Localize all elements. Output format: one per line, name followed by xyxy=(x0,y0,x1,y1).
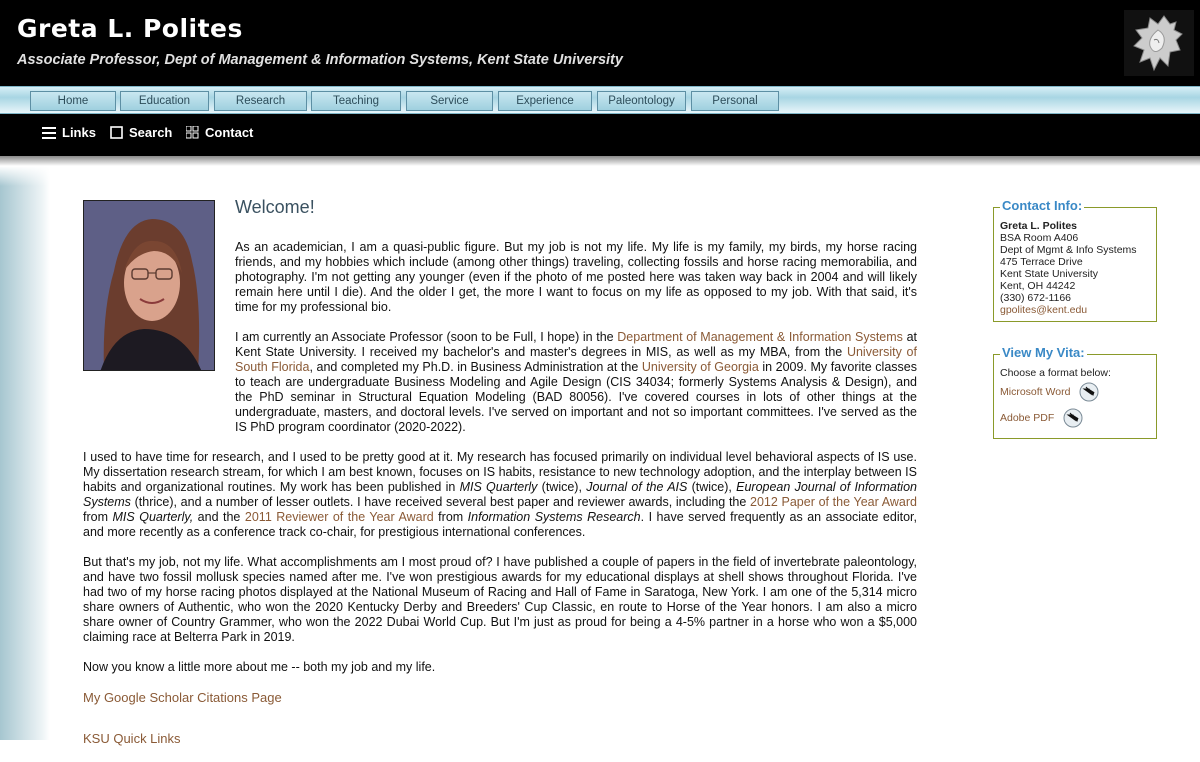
journal-title: MIS Quarterly xyxy=(459,480,538,494)
contact-info-box xyxy=(993,198,1157,322)
main-nav xyxy=(0,86,1200,114)
search-box-icon xyxy=(110,126,123,139)
text: and the xyxy=(193,510,245,524)
nav-teaching[interactable]: Teaching xyxy=(311,91,401,111)
contact-label: Contact xyxy=(205,125,254,140)
seashell-logo-icon xyxy=(1124,10,1194,76)
contact-city: Kent, OH 44242 xyxy=(1000,280,1076,292)
text: in 2009. My favorite classes to teach are undergraduate Business Modeling and Agile Design (CIS 34034; formerly Systems Analysis & Design), and the PhD seminar in Structural Equation Modeling (BAD 80056). I've covered courses in lots of other things at the undergraduate, masters, and doctoral levels. I've served on important and not so important committees. I've served as the IS PhD program coordinator (2020-2022). xyxy=(235,360,917,434)
contact-name: Greta L. Polites xyxy=(1000,220,1078,232)
bio-paragraph-5: Now you know a little more about me -- both my job and my life. xyxy=(83,660,436,674)
text: I used to have time for research, and I used to be pretty good at it. My research has focused primarily on individual level behavioral aspects of IS use. My dissertation research stream, for which I am best known, focuses on IS habits, resistance to new technology adoption, and the interplay between IS habits and organizational routines. My work has been published in xyxy=(83,450,917,494)
contact-phone: (330) 672-1166 xyxy=(1000,292,1072,304)
contact-info-legend: Contact Info: xyxy=(1002,198,1083,213)
vita-legend: View My Vita: xyxy=(1002,345,1085,360)
nav-home[interactable]: Home xyxy=(30,91,116,111)
vita-word-link[interactable]: Microsoft Word xyxy=(1000,386,1071,398)
journal-title: Journal of the AIS xyxy=(586,480,688,494)
contact-room: BSA Room A406 xyxy=(1000,232,1079,244)
text: from xyxy=(433,510,468,524)
journal-title: Information Systems Research xyxy=(467,510,641,524)
journal-title: MIS Quarterly, xyxy=(112,510,194,524)
nav-paleontology[interactable]: Paleontology xyxy=(597,91,686,111)
left-decoration-fade xyxy=(0,166,50,186)
google-scholar-link[interactable]: My Google Scholar Citations Page xyxy=(83,690,282,705)
vita-pdf-link[interactable]: Adobe PDF xyxy=(1000,412,1055,424)
left-decoration xyxy=(0,166,50,740)
nav-research[interactable]: Research xyxy=(214,91,307,111)
bio-paragraph-1: As an academician, I am a quasi-public figure. But my job is not my life. My life is my family, my birds, my horse racing friends, and my hobbies which include (among other things) traveling, collecting fossils and horse racing memorabilia, and photography. I'm not getting any younger (even if the photo of me posted here was taken way back in 2004 and will likely remain here until I die). And the older I get, the more I want to focus on my life as opposed to my job. With that said, it's time for my professional bio. xyxy=(235,240,917,314)
nav-education[interactable]: Education xyxy=(120,91,209,111)
list-icon xyxy=(42,127,56,139)
vita-box xyxy=(993,345,1157,439)
site-subtitle: Associate Professor, Dept of Management & Information Systems, Kent State University xyxy=(17,52,623,68)
journal-title: European Journal of Information Systems xyxy=(83,480,917,509)
text: (twice), xyxy=(537,480,587,494)
contact-street: 475 Terrace Drive xyxy=(1000,256,1083,268)
dept-mis-link[interactable]: Department of Management & Information Systems xyxy=(617,330,903,344)
reviewer-award-link[interactable]: 2011 Reviewer of the Year Award xyxy=(244,510,434,524)
bio-paragraph-3 xyxy=(83,450,917,540)
nav-service[interactable]: Service xyxy=(406,91,493,111)
vita-prompt: Choose a format below: xyxy=(1000,367,1111,379)
grid-icon xyxy=(186,126,199,139)
ksu-quick-links-link[interactable]: KSU Quick Links xyxy=(83,731,181,746)
arrow-circle-icon[interactable] xyxy=(1078,381,1100,403)
contact-link[interactable] xyxy=(186,125,253,140)
usf-link[interactable]: University of South Florida xyxy=(235,345,917,374)
site-header xyxy=(0,0,1200,86)
bio-paragraph-2 xyxy=(235,330,917,435)
paper-award-link[interactable]: 2012 Paper of the Year Award xyxy=(750,495,917,509)
text: (thrice), and a number of lesser outlets. I have received several best paper and reviewer awards, including the xyxy=(130,495,751,509)
text: . I have served frequently as an associate editor, and more recently as a conference track co-chair, for prestigious international conferences. xyxy=(83,510,917,539)
uga-link[interactable]: University of Georgia xyxy=(641,360,759,374)
vita-word-row[interactable] xyxy=(1000,381,1150,403)
contact-university: Kent State University xyxy=(1000,268,1099,280)
text: (twice), xyxy=(687,480,737,494)
bio-paragraph-4: But that's my job, not my life. What accomplishments am I most proud of? I have published a couple of papers in the field of invertebrate paleontology, and have two fossil mollusk species named after me. I've won prestigious awards for my educational displays at shell shows throughout Florida. I've had two of my horse racing photos displayed at the National Museum of Racing and Hall of Fame in Saratoga, New York. I am one of the 5,314 micro share owners of Authentic, who won the 2020 Kentucky Derby and Breeders' Cup Classic, en route to Horse of the Year honors. I am also a micro share owner of Country Grammer, who won the 2022 Dubai World Cup. But I'm just as proud for being a 4-5% partner in a horse who won a $5,000 claiming race at Belterra Park in 2019. xyxy=(83,555,917,644)
search-link[interactable] xyxy=(110,125,172,140)
sub-nav xyxy=(0,114,1200,156)
search-label: Search xyxy=(129,125,173,140)
welcome-heading: Welcome! xyxy=(235,197,315,217)
text: , and completed my Ph.D. in Business Administration at the xyxy=(309,360,642,374)
links-link[interactable] xyxy=(42,125,96,140)
links-label: Links xyxy=(62,125,96,140)
bio-content xyxy=(83,240,917,762)
nav-personal[interactable]: Personal xyxy=(691,91,779,111)
text: from xyxy=(83,510,113,524)
site-title: Greta L. Polites xyxy=(17,14,243,43)
text: I am currently an Associate Professor (soon to be Full, I hope) in the xyxy=(235,330,618,344)
nav-experience[interactable]: Experience xyxy=(498,91,592,111)
vita-pdf-row[interactable] xyxy=(1000,407,1150,429)
contact-email-link[interactable]: gpolites@kent.edu xyxy=(1000,304,1088,316)
text: at Kent State University. I received my bachelor's and master's degrees in MIS, as well as my MBA, from the xyxy=(235,330,917,359)
contact-dept: Dept of Mgmt & Info Systems xyxy=(1000,244,1137,256)
arrow-circle-icon[interactable] xyxy=(1062,407,1084,429)
subbar-shadow xyxy=(0,156,1200,166)
